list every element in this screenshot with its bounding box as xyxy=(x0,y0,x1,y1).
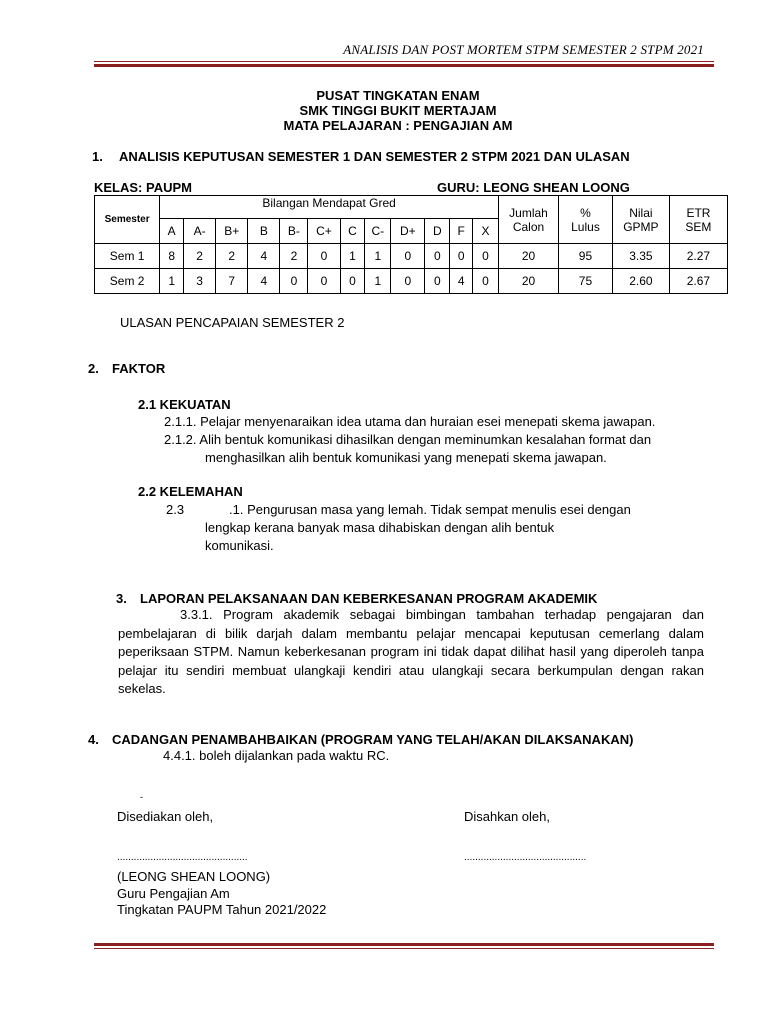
signatory-class-year: Tingkatan PAUPM Tahun 2021/2022 xyxy=(117,902,327,917)
lulus-cell: 75 xyxy=(559,269,613,294)
prepared-signature-line: ............................................... xyxy=(117,852,248,863)
grade-header-cell: D+ xyxy=(391,219,425,244)
grade-count-cell: 1 xyxy=(340,244,365,269)
etr-sem-header: ETR SEM xyxy=(669,196,727,244)
grade-header-cell: D xyxy=(425,219,450,244)
section-3-body: 3.3.1. Program akademik sebagai bimbingan tambahan terhadap pengajaran dan pembelajaran di bilik darjah dalam membantu pelajar mencapai keputusan cemerlang dalam peperiksaan STPM. Namun keberkesanan program ini tidak dapat dilihat hasil yang diperoleh tanpa pelajar itu sendiri membuat ulangkaji kendiri atau ulangkaji secara berkumpulan dengan rakan sekelas. xyxy=(118,607,704,696)
section-4-item: 4.4.1. boleh dijalankan pada waktu RC. xyxy=(163,748,390,763)
section-3-heading: LAPORAN PELAKSANAAN DAN KEBERKESANAN PROGRAM AKADEMIK xyxy=(140,591,598,606)
nilai-gpmp-header: Nilai GPMP xyxy=(612,196,669,244)
semester-header: Semester xyxy=(95,196,160,244)
teacher-label: GURU: LEONG SHEAN LOONG xyxy=(437,180,630,195)
prepared-by-label: Disediakan oleh, xyxy=(117,809,214,824)
kekuatan-item-2: 2.1.2. Alih bentuk komunikasi dihasilkan dengan meminumkan kesalahan format dan xyxy=(164,432,652,447)
kekuatan-item-2-cont: menghasilkan alih bentuk komunikasi yang menepati skema jawapan. xyxy=(205,450,607,465)
grade-count-cell: 7 xyxy=(216,269,248,294)
grade-header-cell: C- xyxy=(365,219,391,244)
grade-count-cell: 0 xyxy=(473,269,499,294)
stray-mark: - xyxy=(140,792,143,802)
section-1-heading: ANALISIS KEPUTUSAN SEMESTER 1 DAN SEMESTER 2 STPM 2021 DAN ULASAN xyxy=(119,149,630,164)
results-table xyxy=(94,195,728,294)
kelemahan-item-number: 2.3 xyxy=(166,502,185,517)
kelemahan-item-1: .1. Pengurusan masa yang lemah. Tidak sempat menulis esei dengan xyxy=(229,502,631,517)
percent-lulus-header: % Lulus xyxy=(559,196,613,244)
section-1-number: 1. xyxy=(92,149,103,164)
section-3-number: 3. xyxy=(116,591,127,606)
grade-count-cell: 2 xyxy=(280,244,308,269)
grade-count-cell: 3 xyxy=(184,269,216,294)
grade-count-cell: 0 xyxy=(280,269,308,294)
grade-header-cell: F xyxy=(450,219,473,244)
approved-by-label: Disahkan oleh, xyxy=(464,809,550,824)
kekuatan-item-1: 2.1.1. Pelajar menyenaraikan idea utama dan huraian esei menepati skema jawapan. xyxy=(164,414,656,429)
section-4-number: 4. xyxy=(88,732,99,747)
grade-count-cell: 2 xyxy=(216,244,248,269)
jumlah-cell: 20 xyxy=(498,244,558,269)
grade-header-cell: C xyxy=(340,219,365,244)
gpmp-cell: 2.60 xyxy=(612,269,669,294)
grade-count-cell: 1 xyxy=(365,269,391,294)
grade-header-cell: B- xyxy=(280,219,308,244)
grade-count-cell: 0 xyxy=(391,244,425,269)
grade-count-cell: 1 xyxy=(365,244,391,269)
grade-count-cell: 0 xyxy=(308,244,340,269)
section-2-heading: FAKTOR xyxy=(112,361,166,376)
grade-count-cell: 4 xyxy=(450,269,473,294)
school-centre-title: PUSAT TINGKATAN ENAM xyxy=(316,88,480,103)
lulus-cell: 95 xyxy=(559,244,613,269)
kelemahan-item-1-cont2: komunikasi. xyxy=(205,538,274,553)
subject-title: MATA PELAJARAN : PENGAJIAN AM xyxy=(283,118,513,133)
kekuatan-heading: 2.1 KEKUATAN xyxy=(138,397,231,412)
approved-signature-line: ............................................ xyxy=(464,852,587,863)
grade-count-cell: 0 xyxy=(340,269,365,294)
grade-count-cell: 2 xyxy=(184,244,216,269)
grade-header-cell: C+ xyxy=(308,219,340,244)
signatory-position: Guru Pengajian Am xyxy=(117,886,230,901)
kelemahan-item-1-cont: lengkap kerana banyak masa dihabiskan dengan alih bentuk xyxy=(205,520,555,535)
grade-count-cell: 0 xyxy=(473,244,499,269)
header-rule-thick xyxy=(94,64,714,67)
jumlah-cell: 20 xyxy=(498,269,558,294)
document-header-title: ANALISIS DAN POST MORTEM STPM SEMESTER 2 STPM 2021 xyxy=(343,42,704,57)
table-row-sem-2 xyxy=(95,269,728,294)
grade-count-cell: 0 xyxy=(450,244,473,269)
etr-cell: 2.67 xyxy=(669,269,727,294)
section-4-heading: CADANGAN PENAMBAHBAIKAN (PROGRAM YANG TELAH/AKAN DILAKSANAKAN) xyxy=(112,732,634,747)
footer-rule-thin xyxy=(94,948,714,949)
grade-count-cell: 0 xyxy=(425,244,450,269)
school-name-title: SMK TINGGI BUKIT MERTAJAM xyxy=(299,103,497,118)
class-label: KELAS: PAUPM xyxy=(94,180,192,195)
grade-group-header: Bilangan Mendapat Gred xyxy=(160,196,499,219)
grade-header-cell: A- xyxy=(184,219,216,244)
table-row-sem-1 xyxy=(95,244,728,269)
grade-count-cell: 1 xyxy=(160,269,184,294)
grade-count-cell: 4 xyxy=(248,244,280,269)
grade-count-cell: 0 xyxy=(391,269,425,294)
gpmp-cell: 3.35 xyxy=(612,244,669,269)
grade-header-cell: B+ xyxy=(216,219,248,244)
signatory-name: (LEONG SHEAN LOONG) xyxy=(117,869,271,884)
section-2-number: 2. xyxy=(88,361,99,376)
grade-count-cell: 0 xyxy=(425,269,450,294)
table-header-row-1 xyxy=(95,196,728,219)
ulasan-heading: ULASAN PENCAPAIAN SEMESTER 2 xyxy=(120,315,345,330)
grade-count-cell: 0 xyxy=(308,269,340,294)
header-rule-thin xyxy=(94,61,714,62)
grade-count-cell: 4 xyxy=(248,269,280,294)
footer-rule-thick xyxy=(94,943,714,946)
etr-cell: 2.27 xyxy=(669,244,727,269)
grade-header-cell: X xyxy=(473,219,499,244)
grade-count-cell: 8 xyxy=(160,244,184,269)
grade-header-cell: B xyxy=(248,219,280,244)
jumlah-calon-header: Jumlah Calon xyxy=(498,196,558,244)
grade-header-cell: A xyxy=(160,219,184,244)
row-label: Sem 1 xyxy=(95,244,160,269)
kelemahan-heading: 2.2 KELEMAHAN xyxy=(138,484,243,499)
row-label: Sem 2 xyxy=(95,269,160,294)
